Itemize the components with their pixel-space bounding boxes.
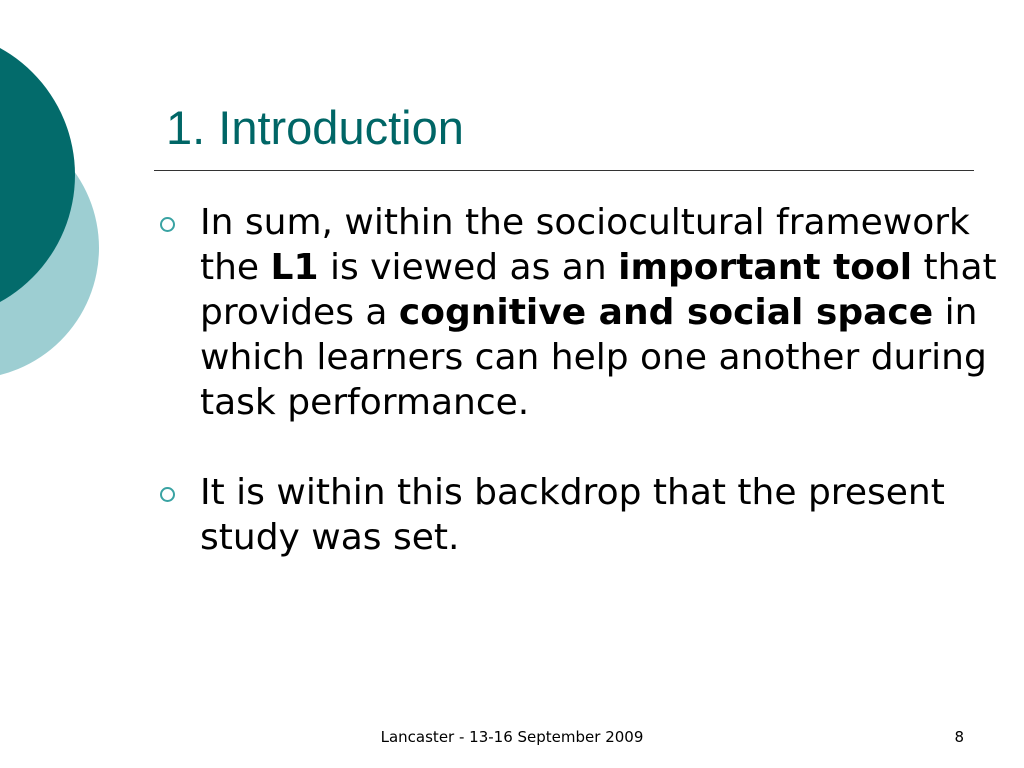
text-segment: is viewed as an: [318, 247, 619, 288]
bullet-item: [160, 200, 1000, 425]
page-number: 8: [954, 728, 964, 746]
footer-text: Lancaster - 13-16 September 2009: [380, 728, 644, 746]
slide-title: 1. Introduction: [166, 101, 464, 154]
text-segment: in which learners can help one another during task performance.: [200, 292, 987, 423]
bullet-item: [160, 470, 1000, 560]
text-segment: It is within this backdrop that the present study was set.: [200, 472, 945, 558]
bold-term: important tool: [618, 247, 913, 288]
bold-term: cognitive and social space: [398, 292, 934, 333]
hollow-circle-icon: [160, 217, 175, 232]
hollow-circle-icon: [160, 487, 175, 502]
bullet-text: [200, 202, 997, 423]
bullet-list: [160, 200, 1000, 560]
text-segment: that provides a: [200, 247, 997, 333]
decorative-circles: [0, 0, 120, 420]
title-divider: [154, 170, 974, 171]
bold-term: L1: [270, 247, 319, 288]
text-segment: In sum, within the sociocultural framework the: [200, 202, 970, 288]
bullet-text: [200, 472, 945, 558]
